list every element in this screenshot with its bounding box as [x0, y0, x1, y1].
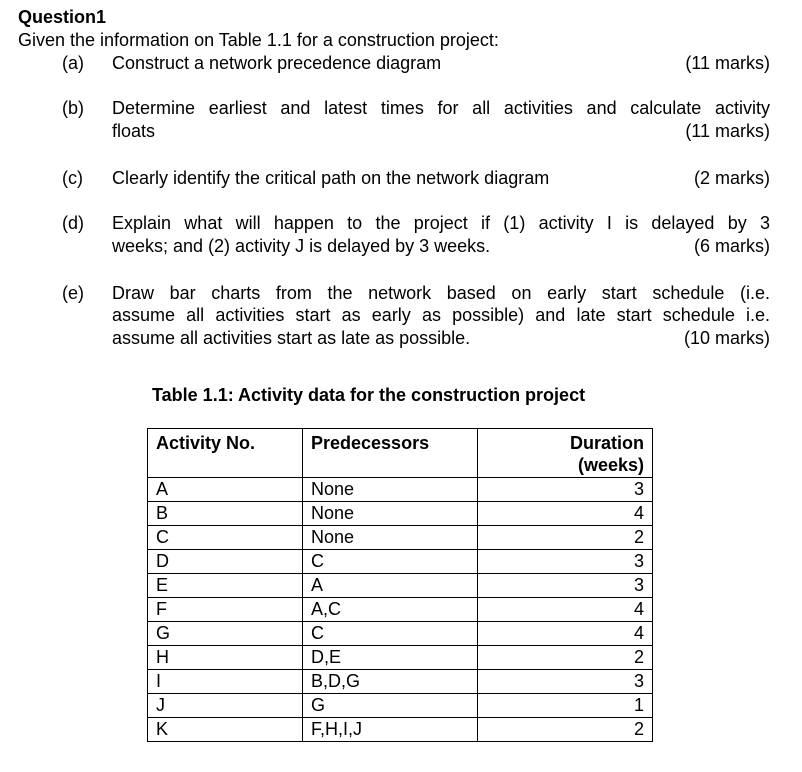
header-duration-line2: (weeks) — [577, 455, 644, 475]
cell-duration: 4 — [478, 622, 653, 646]
header-predecessors: Predecessors — [303, 429, 478, 478]
table-row — [148, 718, 653, 742]
table-row — [148, 598, 653, 622]
part-d-text-line2: weeks; and (2) activity J is delayed by 3 weeks. — [112, 236, 491, 256]
cell-predecessors: A — [303, 574, 478, 598]
part-c-text: Clearly identify the critical path on the network diagram — [112, 168, 550, 188]
cell-predecessors: C — [303, 622, 478, 646]
part-d-label: (d) — [62, 213, 84, 233]
table-row — [148, 502, 653, 526]
part-e-text-line2: assume all activities start as early as possible) and late start schedule i.e. — [112, 305, 770, 325]
table-caption: Table 1.1: Activity data for the construction project — [152, 385, 586, 405]
cell-predecessors: A,C — [303, 598, 478, 622]
question-intro: Given the information on Table 1.1 for a construction project: — [18, 30, 499, 50]
table-row — [148, 670, 653, 694]
table-row — [148, 550, 653, 574]
table-header-row — [148, 429, 653, 478]
table-row — [148, 478, 653, 502]
part-a-label: (a) — [62, 53, 84, 73]
cell-duration: 3 — [478, 550, 653, 574]
part-d-text-line1: Explain what will happen to the project if (1) activity I is delayed by 3 — [112, 213, 770, 233]
header-duration-line1: Duration — [570, 433, 644, 453]
cell-activity: E — [148, 574, 303, 598]
cell-activity: C — [148, 526, 303, 550]
part-c-marks: (2 marks) — [694, 168, 770, 188]
cell-duration: 2 — [478, 718, 653, 742]
table-row — [148, 646, 653, 670]
cell-predecessors: F,H,I,J — [303, 718, 478, 742]
table-row — [148, 574, 653, 598]
part-b-text-line1: Determine earliest and latest times for all activities and calculate activity — [112, 98, 770, 118]
cell-duration: 2 — [478, 646, 653, 670]
part-a-text: Construct a network precedence diagram — [112, 53, 442, 73]
part-c-label: (c) — [62, 168, 83, 188]
part-b-label: (b) — [62, 98, 84, 118]
cell-duration: 4 — [478, 502, 653, 526]
table-row — [148, 622, 653, 646]
cell-activity: G — [148, 622, 303, 646]
cell-predecessors: None — [303, 502, 478, 526]
cell-duration: 2 — [478, 526, 653, 550]
part-a-marks: (11 marks) — [685, 53, 770, 73]
part-e-marks: (10 marks) — [683, 328, 770, 348]
cell-activity: J — [148, 694, 303, 718]
question-title: Question1 — [18, 7, 107, 27]
cell-predecessors: C — [303, 550, 478, 574]
cell-activity: I — [148, 670, 303, 694]
table-row — [148, 694, 653, 718]
cell-predecessors: G — [303, 694, 478, 718]
cell-duration: 1 — [478, 694, 653, 718]
cell-duration: 3 — [478, 574, 653, 598]
cell-predecessors: None — [303, 526, 478, 550]
part-b-text-line2: floats — [112, 121, 156, 141]
cell-activity: A — [148, 478, 303, 502]
cell-activity: B — [148, 502, 303, 526]
cell-activity: F — [148, 598, 303, 622]
part-b-marks: (11 marks) — [685, 121, 770, 141]
cell-predecessors: B,D,G — [303, 670, 478, 694]
part-e-text-line3: assume all activities start as late as possible. — [112, 328, 471, 348]
part-e-text-line1: Draw bar charts from the network based on early start schedule (i.e. — [112, 283, 770, 303]
header-duration — [478, 429, 653, 478]
cell-duration: 3 — [478, 670, 653, 694]
header-activity: Activity No. — [148, 429, 303, 478]
cell-activity: K — [148, 718, 303, 742]
cell-duration: 4 — [478, 598, 653, 622]
cell-predecessors: None — [303, 478, 478, 502]
cell-activity: H — [148, 646, 303, 670]
part-d-marks: (6 marks) — [694, 236, 770, 256]
activity-table — [147, 428, 653, 742]
table-row — [148, 526, 653, 550]
cell-duration: 3 — [478, 478, 653, 502]
cell-activity: D — [148, 550, 303, 574]
part-e-label: (e) — [62, 283, 84, 303]
cell-predecessors: D,E — [303, 646, 478, 670]
